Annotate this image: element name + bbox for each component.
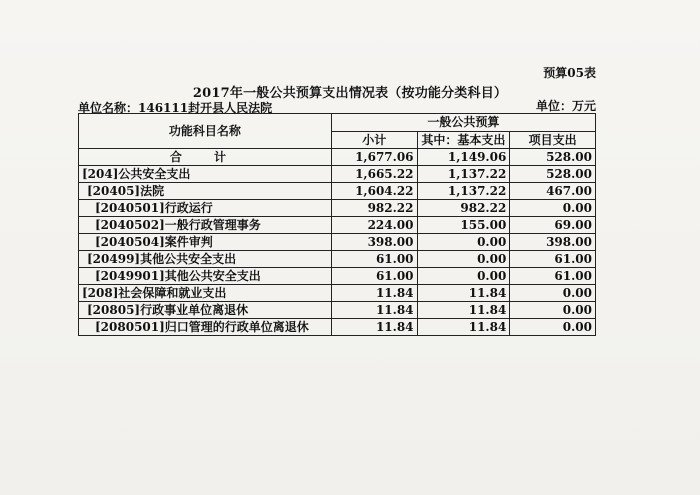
row-subtotal: 1,604.22 [331,183,417,200]
table-row [79,268,596,285]
row-basic: 1,137.22 [417,166,510,183]
unit-name: 单位名称：146111封开县人民法院 [78,101,273,115]
header-basic: 其中：基本支出 [417,131,510,149]
row-project: 398.00 [510,234,596,251]
row-project: 467.00 [510,183,596,200]
table-row [79,285,596,302]
row-name: [2049901]其他公共安全支出 [79,268,332,285]
row-name: [2040504]案件审判 [79,234,332,251]
row-basic: 0.00 [417,268,510,285]
row-basic: 1,137.22 [417,183,510,200]
header-name: 功能科目名称 [79,114,332,149]
row-basic: 11.84 [417,319,510,336]
currency-unit: 单位：万元 [535,99,596,113]
table-row [79,183,596,200]
row-subtotal: 61.00 [331,251,417,268]
row-project: 0.00 [510,200,596,217]
budget-table [78,113,596,336]
table-row [79,251,596,268]
row-name: [2080501]归口管理的行政单位离退休 [79,319,332,336]
row-name: [208]社会保障和就业支出 [79,285,332,302]
row-subtotal: 11.84 [331,302,417,319]
row-name: [204]公共安全支出 [79,166,332,183]
row-project: 61.00 [510,268,596,285]
row-subtotal: 11.84 [331,319,417,336]
table-row [79,302,596,319]
row-name: [2040501]行政运行 [79,200,332,217]
row-subtotal: 11.84 [331,285,417,302]
row-project: 0.00 [510,319,596,336]
header-subtotal: 小计 [331,131,417,149]
table-row [79,319,596,336]
row-basic: 11.84 [417,285,510,302]
row-name: 合 计 [79,149,332,166]
row-name: [20405]法院 [79,183,332,200]
table-row [79,234,596,251]
row-basic: 1,149.06 [417,149,510,166]
form-number: 预算05表 [543,66,596,80]
row-project: 0.00 [510,285,596,302]
header-group: 一般公共预算 [331,114,595,132]
row-name: [20499]其他公共安全支出 [79,251,332,268]
row-subtotal: 61.00 [331,268,417,285]
row-project: 61.00 [510,251,596,268]
row-project: 528.00 [510,149,596,166]
row-basic: 0.00 [417,251,510,268]
table-row [79,166,596,183]
row-subtotal: 224.00 [331,217,417,234]
row-subtotal: 982.22 [331,200,417,217]
row-project: 0.00 [510,302,596,319]
table-row [79,200,596,217]
row-name: [2040502]一般行政管理事务 [79,217,332,234]
page-title: 2017年一般公共预算支出情况表（按功能分类科目） [192,86,508,101]
header-row-1 [79,114,596,132]
row-subtotal: 1,677.06 [331,149,417,166]
row-name: [20805]行政事业单位离退休 [79,302,332,319]
row-basic: 0.00 [417,234,510,251]
row-subtotal: 1,665.22 [331,166,417,183]
row-subtotal: 398.00 [331,234,417,251]
header-project: 项目支出 [510,131,596,149]
row-basic: 11.84 [417,302,510,319]
row-basic: 982.22 [417,200,510,217]
row-project: 69.00 [510,217,596,234]
row-project: 528.00 [510,166,596,183]
table-row [79,149,596,166]
row-basic: 155.00 [417,217,510,234]
table-row [79,217,596,234]
